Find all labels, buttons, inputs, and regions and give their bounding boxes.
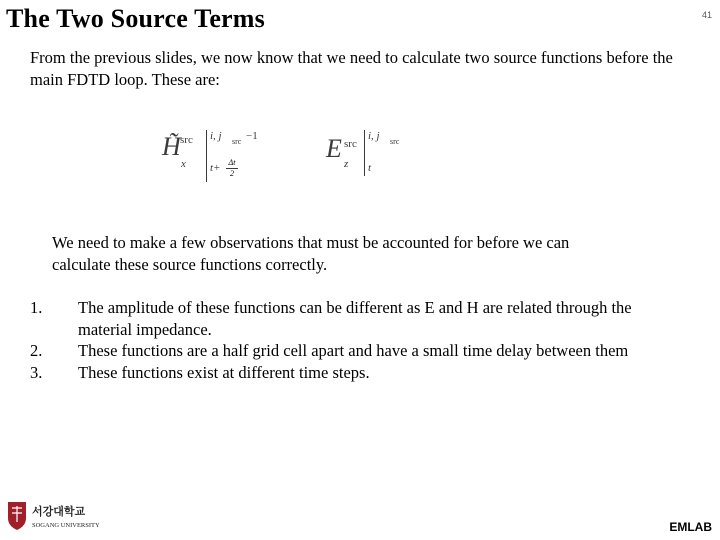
h-symbol: H̃	[162, 132, 181, 161]
logo-english-text: SOGANG UNIVERSITY	[32, 522, 100, 529]
h-frac-numerator: Δt	[228, 158, 236, 167]
h-index-tail: −1	[246, 130, 258, 142]
intro-paragraph: From the previous slides, we now know that we need to calculate two source functions before the main FDTD loop. These are:	[30, 48, 673, 89]
e-superscript: src	[344, 138, 357, 150]
list-item	[30, 362, 680, 384]
list-number: 1.	[30, 298, 43, 317]
e-index-sub: src	[390, 137, 400, 146]
h-subscript: x	[181, 158, 186, 170]
list-item	[30, 297, 680, 340]
list-text: The amplitude of these functions can be different as E and H are related through the material impedance.	[78, 298, 632, 339]
list-number: 3.	[30, 362, 43, 382]
e-index: i, j	[368, 130, 380, 142]
observations-paragraph: We need to make a few observations that must be accounted for before we can calculate these source functions correctly.	[52, 233, 570, 274]
e-eval-bar	[364, 130, 365, 176]
list-item	[30, 340, 680, 362]
h-time-fraction	[226, 159, 238, 178]
list-number: 2.	[30, 341, 43, 360]
e-symbol: E	[326, 134, 342, 163]
logo-korean-text: 서강대학교	[32, 505, 86, 518]
h-eval-bar	[206, 130, 207, 182]
h-time: t+	[210, 162, 221, 174]
list-text: These functions are a half grid cell apart and have a small time delay between them	[78, 341, 629, 360]
slide-number: 41	[701, 10, 712, 20]
e-time: t	[368, 162, 372, 174]
sogang-university-logo	[6, 500, 116, 532]
source-formulas	[150, 122, 450, 192]
h-frac-denominator: 2	[230, 169, 234, 178]
lab-label: EMLAB	[669, 520, 712, 534]
h-index-sub: src	[232, 137, 242, 146]
list-text: These functions exist at different time steps.	[78, 362, 370, 382]
slide-title: The Two Source Terms	[6, 4, 265, 33]
h-index: i, j	[210, 130, 222, 142]
h-superscript: src	[180, 134, 193, 146]
observations-list	[30, 297, 680, 383]
e-subscript: z	[344, 158, 349, 170]
